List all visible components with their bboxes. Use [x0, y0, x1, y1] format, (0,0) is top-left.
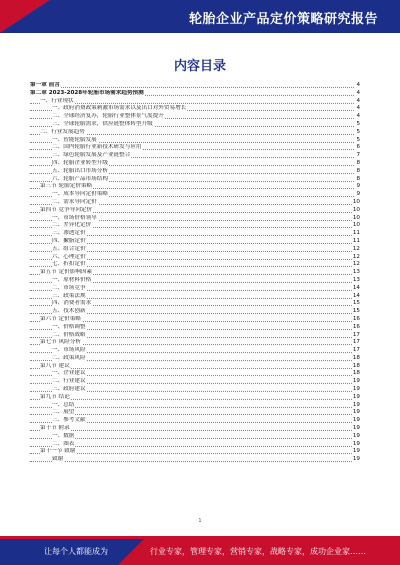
toc-entry-page: 11: [352, 237, 360, 244]
toc-leader-dots: [30, 87, 354, 88]
toc-entry-page: 5: [356, 136, 360, 143]
toc-entry-label: 第四节 竞争导向定价: [40, 206, 93, 213]
toc-entry[interactable]: [30, 129, 360, 137]
toc-entry-label: 二、行业建议: [52, 378, 86, 385]
toc-entry-page: 4: [356, 97, 360, 104]
toc-entry[interactable]: [30, 378, 360, 386]
toc-leader-dots: [30, 414, 354, 415]
toc-entry-label: 五、技术创新: [52, 308, 86, 315]
toc-entry[interactable]: [30, 425, 360, 433]
toc-entry-page: 15: [352, 308, 360, 315]
toc-entry-label: 三、政策法规: [52, 292, 86, 299]
toc-entry-page: 10: [352, 198, 360, 205]
table-of-contents: [30, 82, 360, 464]
toc-leader-dots: [30, 438, 354, 439]
toc-entry-label: 二、全球经济复苏，轮胎行业整体景气度提升: [52, 113, 164, 120]
toc-entry-page: 14: [352, 284, 360, 291]
toc-entry[interactable]: [30, 370, 360, 378]
toc-entry-label: 二、市场竞争: [52, 284, 86, 291]
toc-entry-page: 19: [352, 393, 360, 400]
toc-entry[interactable]: [30, 215, 360, 223]
toc-entry[interactable]: [30, 300, 360, 308]
toc-entry[interactable]: [30, 308, 360, 316]
toc-entry[interactable]: [30, 394, 360, 402]
toc-entry-label: 一、市场价格领导: [52, 214, 97, 221]
header-accent-wedge: [0, 0, 50, 33]
toc-entry-label: 三、渗透定价: [52, 230, 86, 237]
toc-entry-page: 9: [356, 191, 360, 198]
toc-entry-page: 19: [352, 401, 360, 408]
toc-entry-label: 一、数据: [52, 432, 75, 439]
toc-entry-page: 15: [352, 300, 360, 307]
toc-entry-page: 12: [352, 245, 360, 252]
toc-entry[interactable]: [30, 183, 360, 191]
toc-entry-label: 二、差异化定价: [52, 222, 92, 229]
toc-entry-page: 13: [352, 269, 360, 276]
toc-entry[interactable]: [30, 82, 360, 90]
toc-entry-page: 8: [356, 159, 360, 166]
toc-entry-page: 19: [352, 378, 360, 385]
toc-entry[interactable]: [30, 191, 360, 199]
toc-entry[interactable]: [30, 144, 360, 152]
toc-entry-page: 13: [352, 276, 360, 283]
toc-entry[interactable]: [30, 269, 360, 277]
toc-entry-label: 一、成本导向定价策略: [52, 191, 108, 198]
toc-entry-label: 一、总结: [52, 401, 75, 408]
toc-entry-page: 4: [356, 113, 360, 120]
toc-entry-page: 19: [352, 432, 360, 439]
toc-entry[interactable]: [30, 207, 360, 215]
toc-entry[interactable]: [30, 137, 360, 145]
footer-slogan-right: 行业专家，管理专家，营销专家，战略专家，成功企业家……: [150, 547, 366, 556]
toc-entry-label: 一、政府消费政策刺激市场需求以及出口对外贸易增长: [52, 105, 187, 112]
toc-entry[interactable]: [30, 347, 360, 355]
toc-entry[interactable]: [30, 168, 360, 176]
toc-entry-label: 二、图表: [52, 440, 75, 447]
toc-entry-page: 17: [352, 347, 360, 354]
toc-entry-page: 18: [352, 354, 360, 361]
toc-entry-page: 4: [356, 89, 360, 96]
toc-entry[interactable]: [30, 293, 360, 301]
toc-entry-page: 17: [352, 339, 360, 346]
toc-entry-label: 二、政策风险: [52, 354, 86, 361]
toc-leader-dots: [30, 446, 354, 447]
footer-bar: [0, 539, 400, 565]
toc-entry-label: 七、折扣定价: [52, 261, 86, 268]
toc-entry-page: 19: [352, 409, 360, 416]
toc-entry-label: 第六节 定价策略: [40, 315, 81, 322]
toc-entry-page: 4: [356, 82, 360, 88]
toc-entry-label: 第七节 风险分析: [40, 339, 81, 346]
toc-entry-page: 19: [352, 448, 360, 455]
toc-entry-page: 14: [352, 292, 360, 299]
toc-entry-label: 三、政府建议: [52, 386, 86, 393]
toc-entry-label: 第十节 附录: [40, 425, 70, 432]
toc-entry-label: 二、国内轮胎行业新技术研发与应用: [52, 144, 142, 151]
toc-entry-label: 四、轮胎企业转型升级: [52, 159, 108, 166]
toc-entry[interactable]: [30, 332, 360, 340]
toc-entry-page: 19: [352, 386, 360, 393]
toc-entry-page: 18: [352, 370, 360, 377]
toc-leader-dots: [30, 399, 354, 400]
toc-entry-label: 三、全球轮胎需求，供应链整体转型升级: [52, 120, 153, 127]
toc-entry-label: 四、消费者需求: [52, 300, 92, 307]
toc-entry-label: 五、轮胎出口市场分析: [52, 167, 108, 174]
toc-leader-dots: [30, 103, 354, 104]
toc-entry-page: 5: [356, 120, 360, 127]
toc-entry-page: 17: [352, 331, 360, 338]
footer-slogan-left: 让每个人都能成为: [44, 547, 108, 556]
toc-entry[interactable]: [30, 448, 360, 456]
toc-entry-label: 第二章 2023-2028年轮胎市场需求趋势预测: [30, 89, 144, 96]
toc-entry-label: 六、轮胎产品市场结构: [52, 175, 108, 182]
toc-entry-label: 一、原材料价格: [52, 276, 92, 283]
toc-entry-page: 10: [352, 222, 360, 229]
toc-entry-label: 三、绿色轮胎发展及产业链整合: [52, 152, 131, 159]
toc-entry-page: 5: [356, 128, 360, 135]
toc-entry-page: 6: [356, 144, 360, 151]
toc-entry-page: 10: [352, 206, 360, 213]
toc-entry-label: 二、行业发展趋势: [40, 128, 85, 135]
toc-entry[interactable]: [30, 105, 360, 113]
toc-entry[interactable]: [30, 121, 360, 129]
header-bar: [0, 0, 400, 33]
toc-entry-label: 五、组合定价: [52, 245, 86, 252]
toc-entry-label: 二、需求导向定价: [52, 198, 97, 205]
toc-entry-label: 二、展望: [52, 409, 75, 416]
toc-entry-label: 三、参考文献: [52, 417, 86, 424]
toc-entry-label: 一、价格调整: [52, 323, 86, 330]
toc-entry-page: 16: [352, 315, 360, 322]
toc-leader-dots: [30, 461, 354, 462]
toc-entry-label: 六、心理定价: [52, 253, 86, 260]
toc-entry[interactable]: [30, 176, 360, 184]
toc-entry-page: 19: [352, 425, 360, 432]
toc-entry[interactable]: [30, 363, 360, 371]
toc-entry-page: 10: [352, 214, 360, 221]
toc-entry[interactable]: [30, 98, 360, 106]
toc-entry[interactable]: [30, 238, 360, 246]
toc-entry-page: 18: [352, 362, 360, 369]
toc-entry[interactable]: [30, 254, 360, 262]
toc-entry-label: 第一章 前言: [30, 82, 60, 88]
toc-entry-page: 16: [352, 323, 360, 330]
toc-entry-label: 第五节 定价影响因素: [40, 269, 93, 276]
toc-entry[interactable]: [30, 90, 360, 98]
toc-entry[interactable]: [30, 222, 360, 230]
toc-entry-page: 12: [352, 253, 360, 260]
toc-entry-page: 9: [356, 183, 360, 190]
toc-entry[interactable]: [30, 285, 360, 293]
toc-entry[interactable]: [30, 433, 360, 441]
toc-entry[interactable]: [30, 456, 360, 464]
toc-entry-label: 一、市场风险: [52, 347, 86, 354]
toc-entry-page: 19: [352, 417, 360, 424]
toc-entry-label: 第三节 轮胎定价策略: [40, 183, 93, 190]
toc-entry-page: 19: [352, 456, 360, 463]
toc-entry[interactable]: [30, 152, 360, 160]
toc-entry-page: 12: [352, 261, 360, 268]
toc-leader-dots: [30, 453, 354, 454]
toc-entry-page: 4: [356, 105, 360, 112]
toc-leader-dots: [30, 368, 354, 369]
toc-entry-label: 二、价格战略: [52, 331, 86, 338]
toc-entry-page: 19: [352, 440, 360, 447]
toc-entry-label: 一、行业现状: [40, 97, 74, 104]
toc-entry[interactable]: [30, 160, 360, 168]
toc-entry[interactable]: [30, 409, 360, 417]
toc-entry-page: 11: [352, 230, 360, 237]
footer-diagonal: [118, 539, 144, 565]
toc-entry-page: 8: [356, 175, 360, 182]
toc-entry-page: 8: [356, 167, 360, 174]
toc-entry[interactable]: [30, 316, 360, 324]
toc-entry[interactable]: [30, 324, 360, 332]
toc-entry-label: 四、撇脂定价: [52, 237, 86, 244]
toc-entry-page: 7: [356, 152, 360, 159]
toc-entry-label: 一、智能轮胎发展: [52, 136, 97, 143]
toc-heading: 内容目录: [173, 59, 226, 74]
toc-entry[interactable]: [30, 441, 360, 449]
toc-entry-label: 第十一节 致谢: [40, 448, 76, 455]
toc-entry-label: 第九节 结论: [40, 393, 70, 400]
toc-entry[interactable]: [30, 199, 360, 207]
toc-entry[interactable]: [30, 230, 360, 238]
toc-entry[interactable]: [30, 386, 360, 394]
toc-entry-label: 致谢: [52, 456, 64, 463]
toc-entry[interactable]: [30, 113, 360, 121]
toc-entry-label: 第八节 建议: [40, 362, 70, 369]
toc-entry[interactable]: [30, 417, 360, 425]
page-number: 1: [198, 518, 202, 524]
toc-entry-label: 一、企业建议: [52, 370, 86, 377]
report-title: 轮胎企业产品定价策略研究报告: [188, 12, 378, 27]
toc-entry[interactable]: [30, 261, 360, 269]
toc-entry[interactable]: [30, 402, 360, 410]
toc-entry[interactable]: [30, 355, 360, 363]
toc-entry[interactable]: [30, 339, 360, 347]
toc-leader-dots: [30, 407, 354, 408]
toc-leader-dots: [30, 430, 354, 431]
toc-entry[interactable]: [30, 246, 360, 254]
toc-entry[interactable]: [30, 277, 360, 285]
